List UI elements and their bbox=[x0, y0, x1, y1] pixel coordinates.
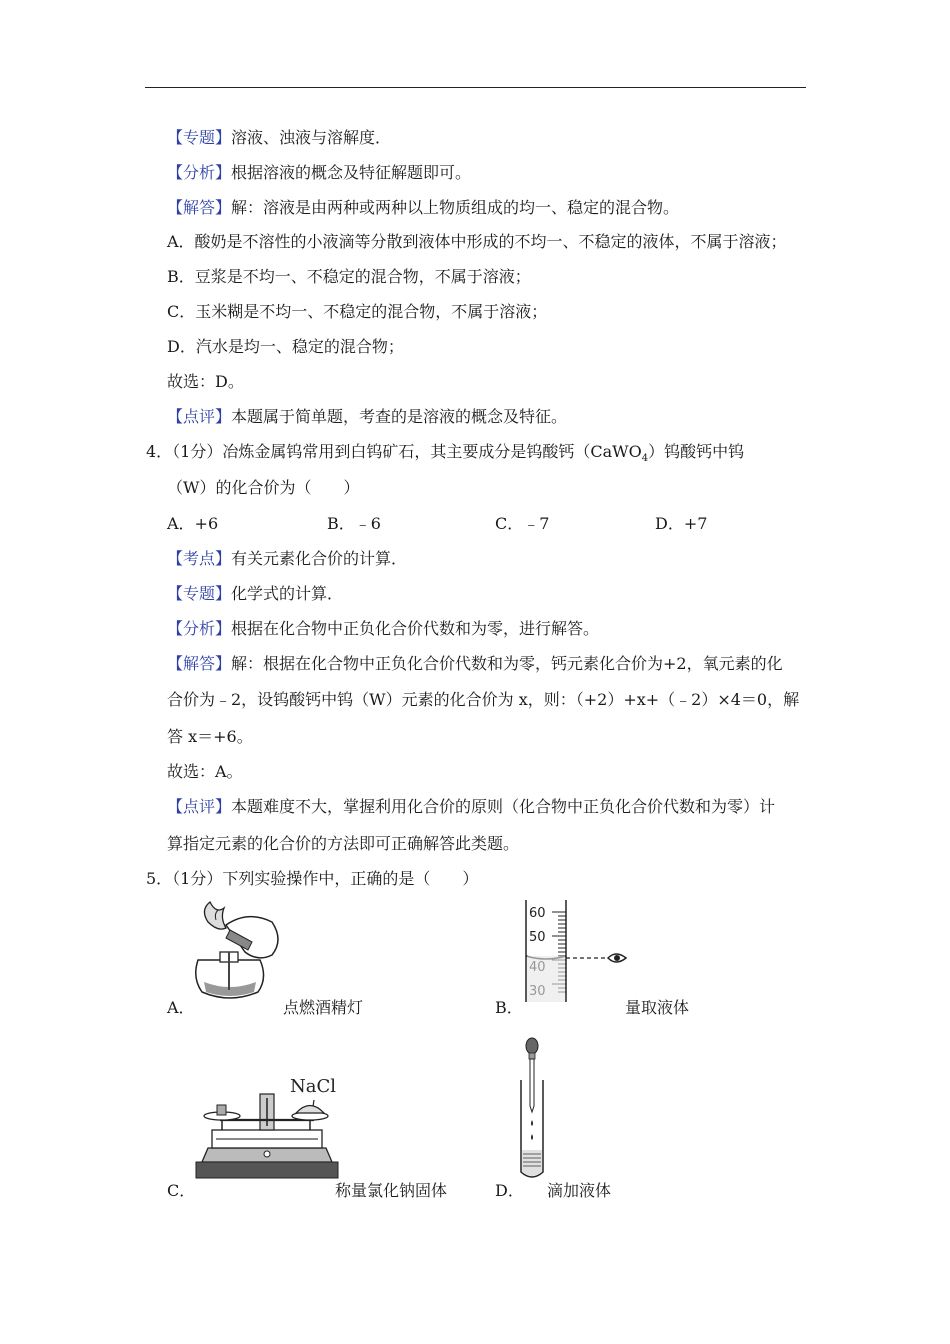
balance-figure bbox=[192, 1072, 342, 1182]
q5-option-d-letter: D． bbox=[495, 1181, 524, 1200]
q4-stem-line2: （W）的化合价为（ ） bbox=[167, 478, 360, 497]
tick-label: 60 bbox=[529, 906, 546, 921]
q4-topic: 【专题】化学式的计算． bbox=[167, 584, 344, 603]
topic-tag: 【专题】 bbox=[167, 128, 232, 147]
review-tag: 【点评】 bbox=[167, 407, 232, 426]
q4-option-b: B．﹣6 bbox=[327, 514, 381, 533]
header-rule bbox=[145, 87, 806, 88]
nacl-label: NaCl bbox=[290, 1076, 337, 1097]
q4-point: 【考点】有关元素化合价的计算． bbox=[167, 549, 408, 568]
q3-choice: 故选：D。 bbox=[167, 372, 244, 391]
q4-answer: 【解答】解：根据在化合物中正负化合价代数和为零，钙元素化合价为+2，氧元素的化 bbox=[167, 654, 783, 673]
q5-option-c-caption: 称量氯化钠固体 bbox=[335, 1181, 448, 1200]
alcohol-lamp-figure bbox=[190, 900, 290, 1005]
q5-option-b-letter: B． bbox=[495, 998, 523, 1017]
q3-answer-line: B．豆浆是不均一、不稳定的混合物，不属于溶液； bbox=[167, 267, 531, 286]
q4-option-c: C．﹣7 bbox=[495, 514, 550, 533]
q5-option-a-caption: 点燃酒精灯 bbox=[283, 998, 364, 1017]
q4-review-line2: 算指定元素的化合价的方法即可正确解答此类题。 bbox=[167, 834, 520, 853]
q3-answer-line: C．玉米糊是不均一、不稳定的混合物，不属于溶液； bbox=[167, 302, 548, 321]
q4-stem: 4．（1分）冶炼金属钨常用到白钨矿石，其主要成分是钨酸钙（CaWO$_4$）钨酸钙中钨 bbox=[146, 442, 745, 465]
dropper-test-tube-figure bbox=[518, 1036, 548, 1182]
answer-tag: 【解答】 bbox=[167, 198, 232, 217]
point-tag: 【考点】 bbox=[167, 549, 232, 568]
q4-choice: 故选：A。 bbox=[167, 762, 243, 781]
q4-review: 【点评】本题难度不大，掌握利用化合价的原则（化合物中正负化合价代数和为零）计 bbox=[167, 797, 776, 816]
q5-option-d-caption: 滴加液体 bbox=[547, 1181, 612, 1200]
q4-option-a: A．+6 bbox=[167, 514, 219, 533]
graduated-cylinder-figure bbox=[522, 898, 632, 1004]
q3-review: 【点评】本题属于简单题，考查的是溶液的概念及特征。 bbox=[167, 407, 568, 426]
q5-option-b-caption: 量取液体 bbox=[625, 998, 690, 1017]
q3-topic: 【专题】溶液、浊液与溶解度． bbox=[167, 128, 392, 147]
q4-option-d: D．+7 bbox=[655, 514, 708, 533]
q3-answer-line: A．酸奶是不溶性的小液滴等分散到液体中形成的不均一、不稳定的液体，不属于溶液； bbox=[167, 232, 787, 251]
tick-label: 50 bbox=[529, 930, 546, 945]
q4-answer-line3: 答 x＝+6。 bbox=[167, 727, 253, 746]
analysis-tag: 【分析】 bbox=[167, 163, 232, 182]
q4-analysis: 【分析】根据在化合物中正负化合价代数和为零，进行解答。 bbox=[167, 619, 600, 638]
answer-tag: 【解答】 bbox=[167, 654, 232, 673]
q5-stem: 5．（1分）下列实验操作中，正确的是（ ） bbox=[146, 869, 479, 888]
q5-option-a-letter: A． bbox=[167, 998, 195, 1017]
q5-option-c-letter: C． bbox=[167, 1181, 196, 1200]
topic-tag: 【专题】 bbox=[167, 584, 232, 603]
q4-answer-line2: 合价为﹣2，设钨酸钙中钨（W）元素的化合价为 x，则：（+2）+x+（﹣2）×4＝0，解 bbox=[167, 690, 800, 709]
q3-analysis: 【分析】根据溶液的概念及特征解题即可。 bbox=[167, 163, 472, 182]
q3-answer: 【解答】解：溶液是由两种或两种以上物质组成的均一、稳定的混合物。 bbox=[167, 198, 680, 217]
q3-answer-line: D．汽水是均一、稳定的混合物； bbox=[167, 337, 404, 356]
analysis-tag: 【分析】 bbox=[167, 619, 232, 638]
review-tag: 【点评】 bbox=[167, 797, 232, 816]
